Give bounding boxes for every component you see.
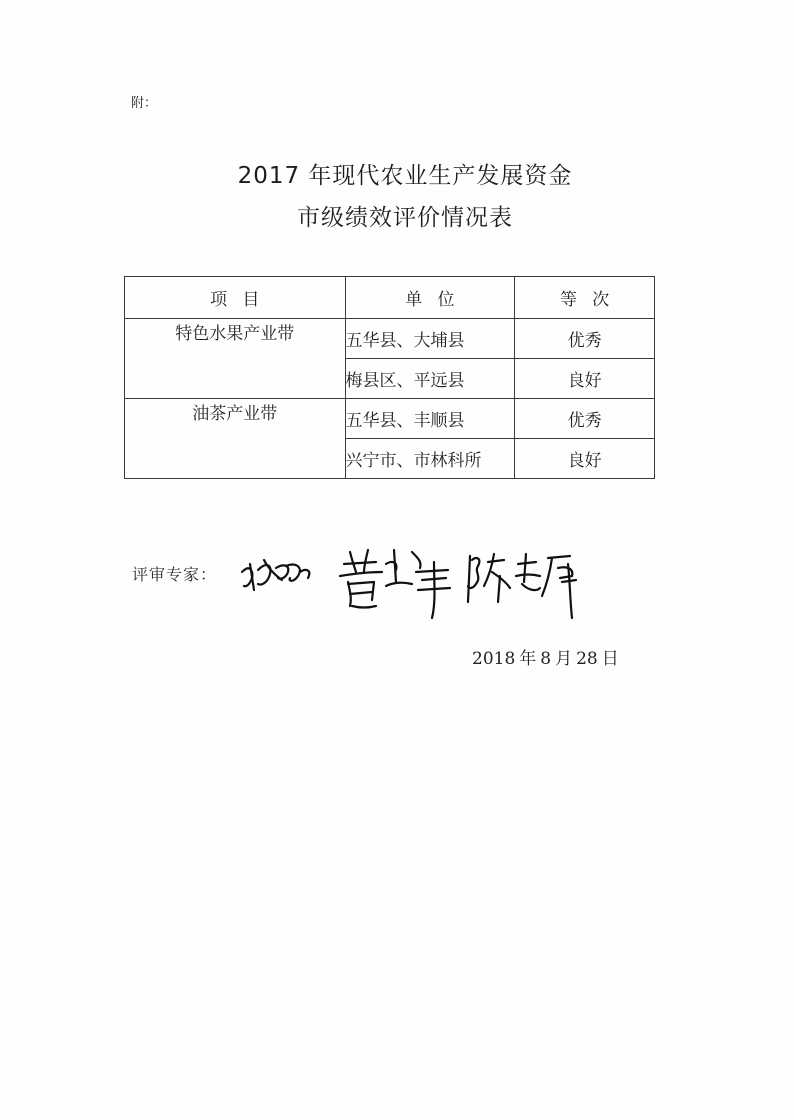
header-project (125, 277, 346, 319)
table-row (125, 399, 655, 439)
grade-cell: 优秀 (515, 319, 655, 359)
project-cell: 油茶产业带 (125, 399, 346, 479)
date-month: 8 (540, 649, 552, 669)
attachment-label: 附： (131, 96, 158, 111)
header-unit (345, 277, 515, 319)
table-row (125, 319, 655, 359)
header-grade (515, 277, 655, 319)
header-grade-label: 等次 (559, 290, 625, 310)
header-project-label: 项目 (210, 290, 275, 310)
grade-cell: 良好 (515, 439, 655, 479)
signature-3 (468, 554, 576, 618)
grade-cell: 良好 (515, 359, 655, 399)
date-day: 28 (576, 649, 598, 669)
unit-cell: 五华县、大埔县 (345, 319, 515, 359)
grade-cell: 优秀 (515, 399, 655, 439)
document-date (470, 644, 621, 669)
project-cell: 特色水果产业带 (125, 319, 346, 399)
date-month-unit: 月 (555, 649, 573, 669)
handwritten-signatures (236, 542, 596, 622)
page-title-line2: 市级绩效评价情况表 (297, 205, 513, 231)
evaluation-table (124, 276, 655, 479)
date-year: 2018 (472, 649, 516, 669)
header-unit-label: 单位 (405, 290, 470, 310)
page-title-line1: 2017 年现代农业生产发展资金 (237, 163, 573, 189)
unit-cell: 五华县、丰顺县 (345, 399, 515, 439)
signature-2 (340, 550, 450, 618)
unit-cell: 梅县区、平远县 (345, 359, 515, 399)
experts-label: 评审专家： (132, 565, 218, 584)
signature-1 (242, 560, 309, 590)
date-year-unit: 年 (519, 649, 537, 669)
unit-cell: 兴宁市、市林科所 (345, 439, 515, 479)
date-day-unit: 日 (601, 649, 619, 669)
table-header-row (125, 277, 655, 319)
